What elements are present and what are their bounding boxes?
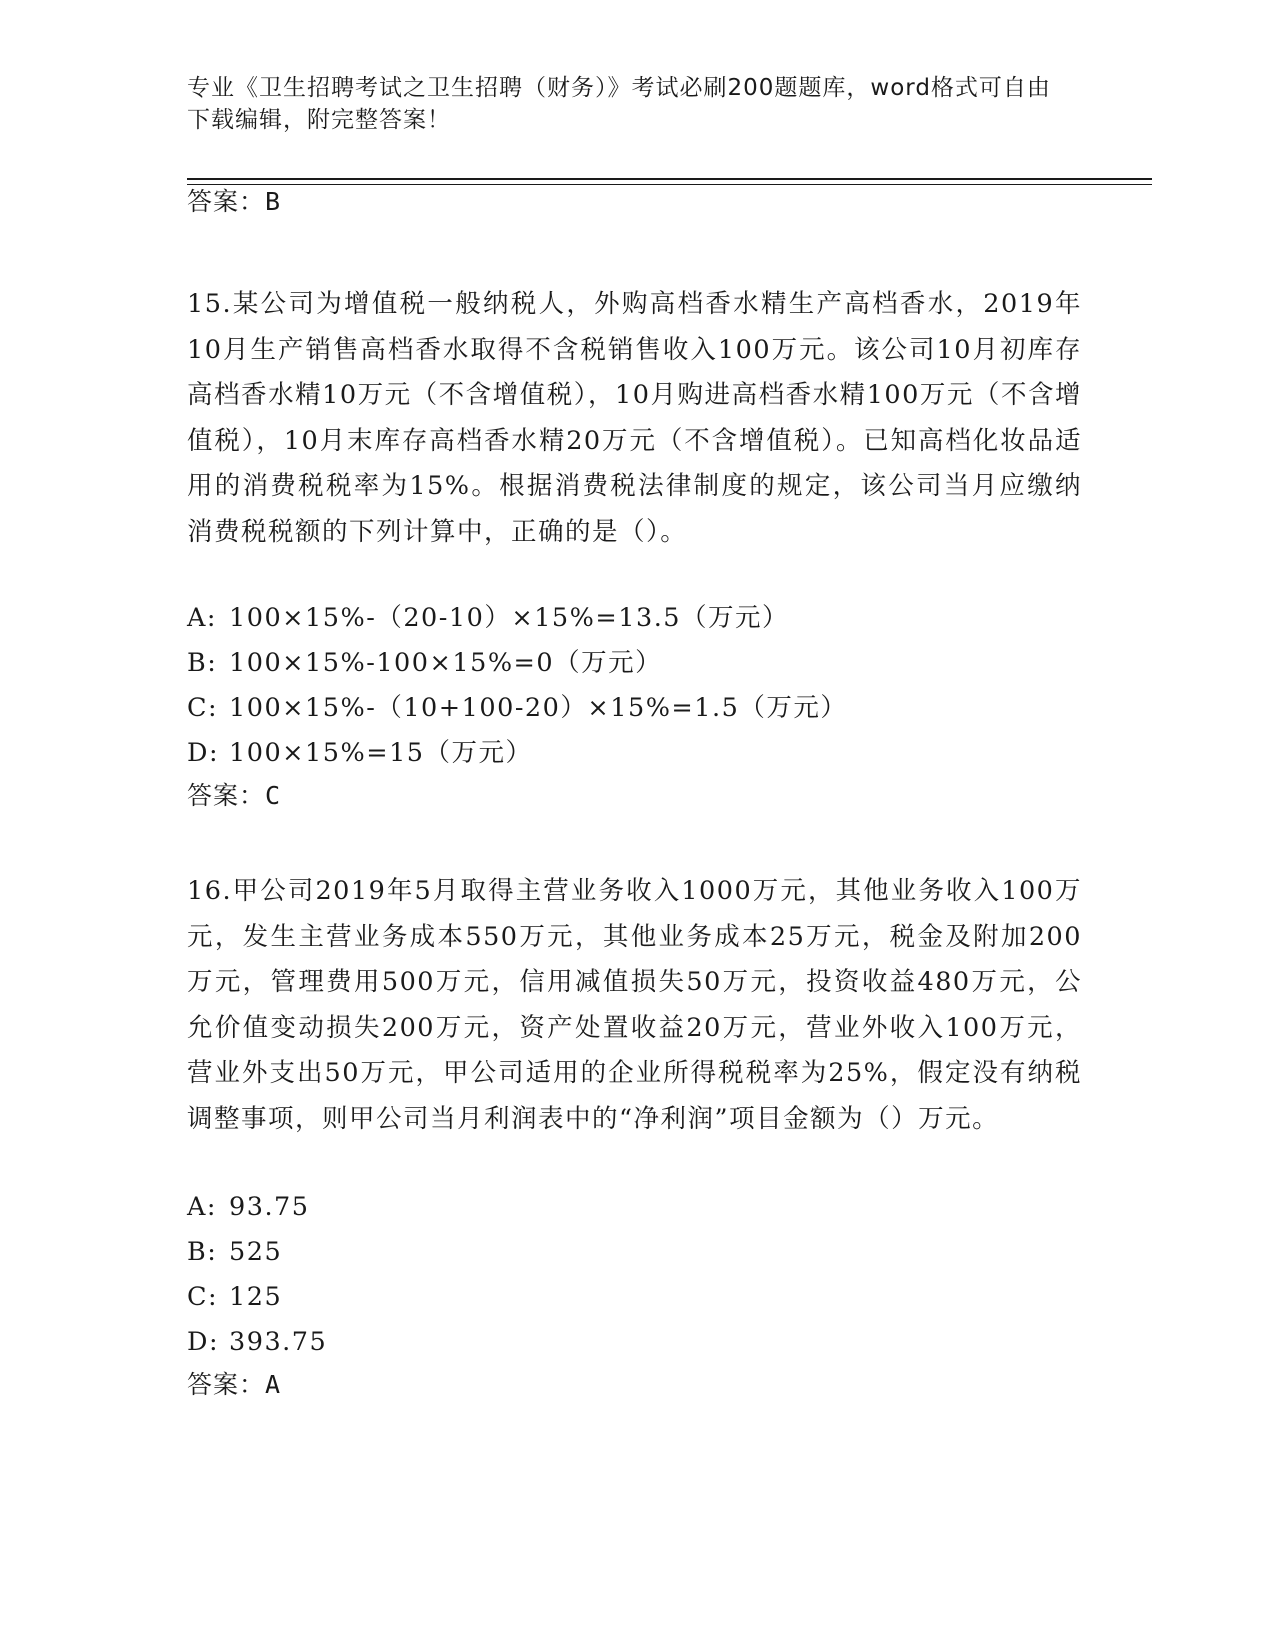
answer-value: C — [265, 781, 282, 810]
question-15-answer — [187, 781, 281, 811]
question-16-text: 16.甲公司2019年5月取得主营业务收入1000万元，其他业务收入100万元，发生主营业务成本550万元，其他业务成本25万元，税金及附加200万元，管理费用500万元，信用减值损失50万元，投资收益480万元，公允价值变动损失200万元，资产处置收益20万元，营业外收入100万元，营业外支出50万元，甲公司适用的企业所得税税率为25%，假定没有纳税调整事项，则甲公司当月利润表中的“净利润”项目金额为（）万元。 — [187, 876, 1082, 1134]
previous-answer — [187, 187, 281, 217]
option-text: 100×15%-（10+100-20）×15%=1.5（万元） — [229, 693, 848, 723]
answer-value: B — [265, 187, 282, 216]
question-15-option-c — [187, 693, 847, 723]
option-label: D: — [187, 738, 220, 768]
question-16-option-d — [187, 1327, 327, 1357]
answer-prefix: 答案： — [187, 187, 266, 216]
option-text: 525 — [229, 1237, 283, 1267]
option-text: 100×15%=15（万元） — [229, 738, 533, 768]
question-16-option-a — [187, 1192, 310, 1222]
option-label: A: — [187, 1192, 218, 1222]
question-15-option-a — [187, 603, 789, 633]
option-label: B: — [187, 1237, 218, 1267]
answer-prefix: 答案： — [187, 781, 266, 810]
option-text: 125 — [229, 1282, 283, 1312]
document-header: 专业《卫生招聘考试之卫生招聘（财务）》考试必刷200题题库，word格式可自由下载编辑，附完整答案！ — [187, 75, 1051, 133]
answer-value: A — [265, 1370, 282, 1399]
option-label: B: — [187, 648, 218, 678]
question-15-option-b — [187, 648, 662, 678]
option-label: C: — [187, 693, 219, 723]
header-rule-thick — [187, 178, 1152, 180]
option-text: 100×15%-100×15%=0（万元） — [229, 648, 663, 678]
question-16-answer — [187, 1370, 281, 1400]
question-15-text: 15.某公司为增值税一般纳税人，外购高档香水精生产高档香水，2019年10月生产销售高档香水取得不含税销售收入100万元。该公司10月初库存高档香水精10万元（不含增值税），10月购进高档香水精100万元（不含增值税），10月末库存高档香水精20万元（不含增值税）。已知高档化妆品适用的消费税税率为15%。根据消费税法律制度的规定，该公司当月应缴纳消费税税额的下列计算中，正确的是（）。 — [187, 289, 1082, 547]
question-16-option-c — [187, 1282, 282, 1312]
option-label: D: — [187, 1327, 220, 1357]
option-label: A: — [187, 603, 218, 633]
option-text: 100×15%-（20-10）×15%=13.5（万元） — [229, 603, 790, 633]
question-15-option-d — [187, 738, 533, 768]
header-rule-thin — [187, 184, 1152, 185]
option-text: 393.75 — [229, 1327, 328, 1357]
answer-prefix: 答案： — [187, 1370, 266, 1399]
question-16-option-b — [187, 1237, 282, 1267]
option-label: C: — [187, 1282, 219, 1312]
option-text: 93.75 — [229, 1192, 310, 1222]
